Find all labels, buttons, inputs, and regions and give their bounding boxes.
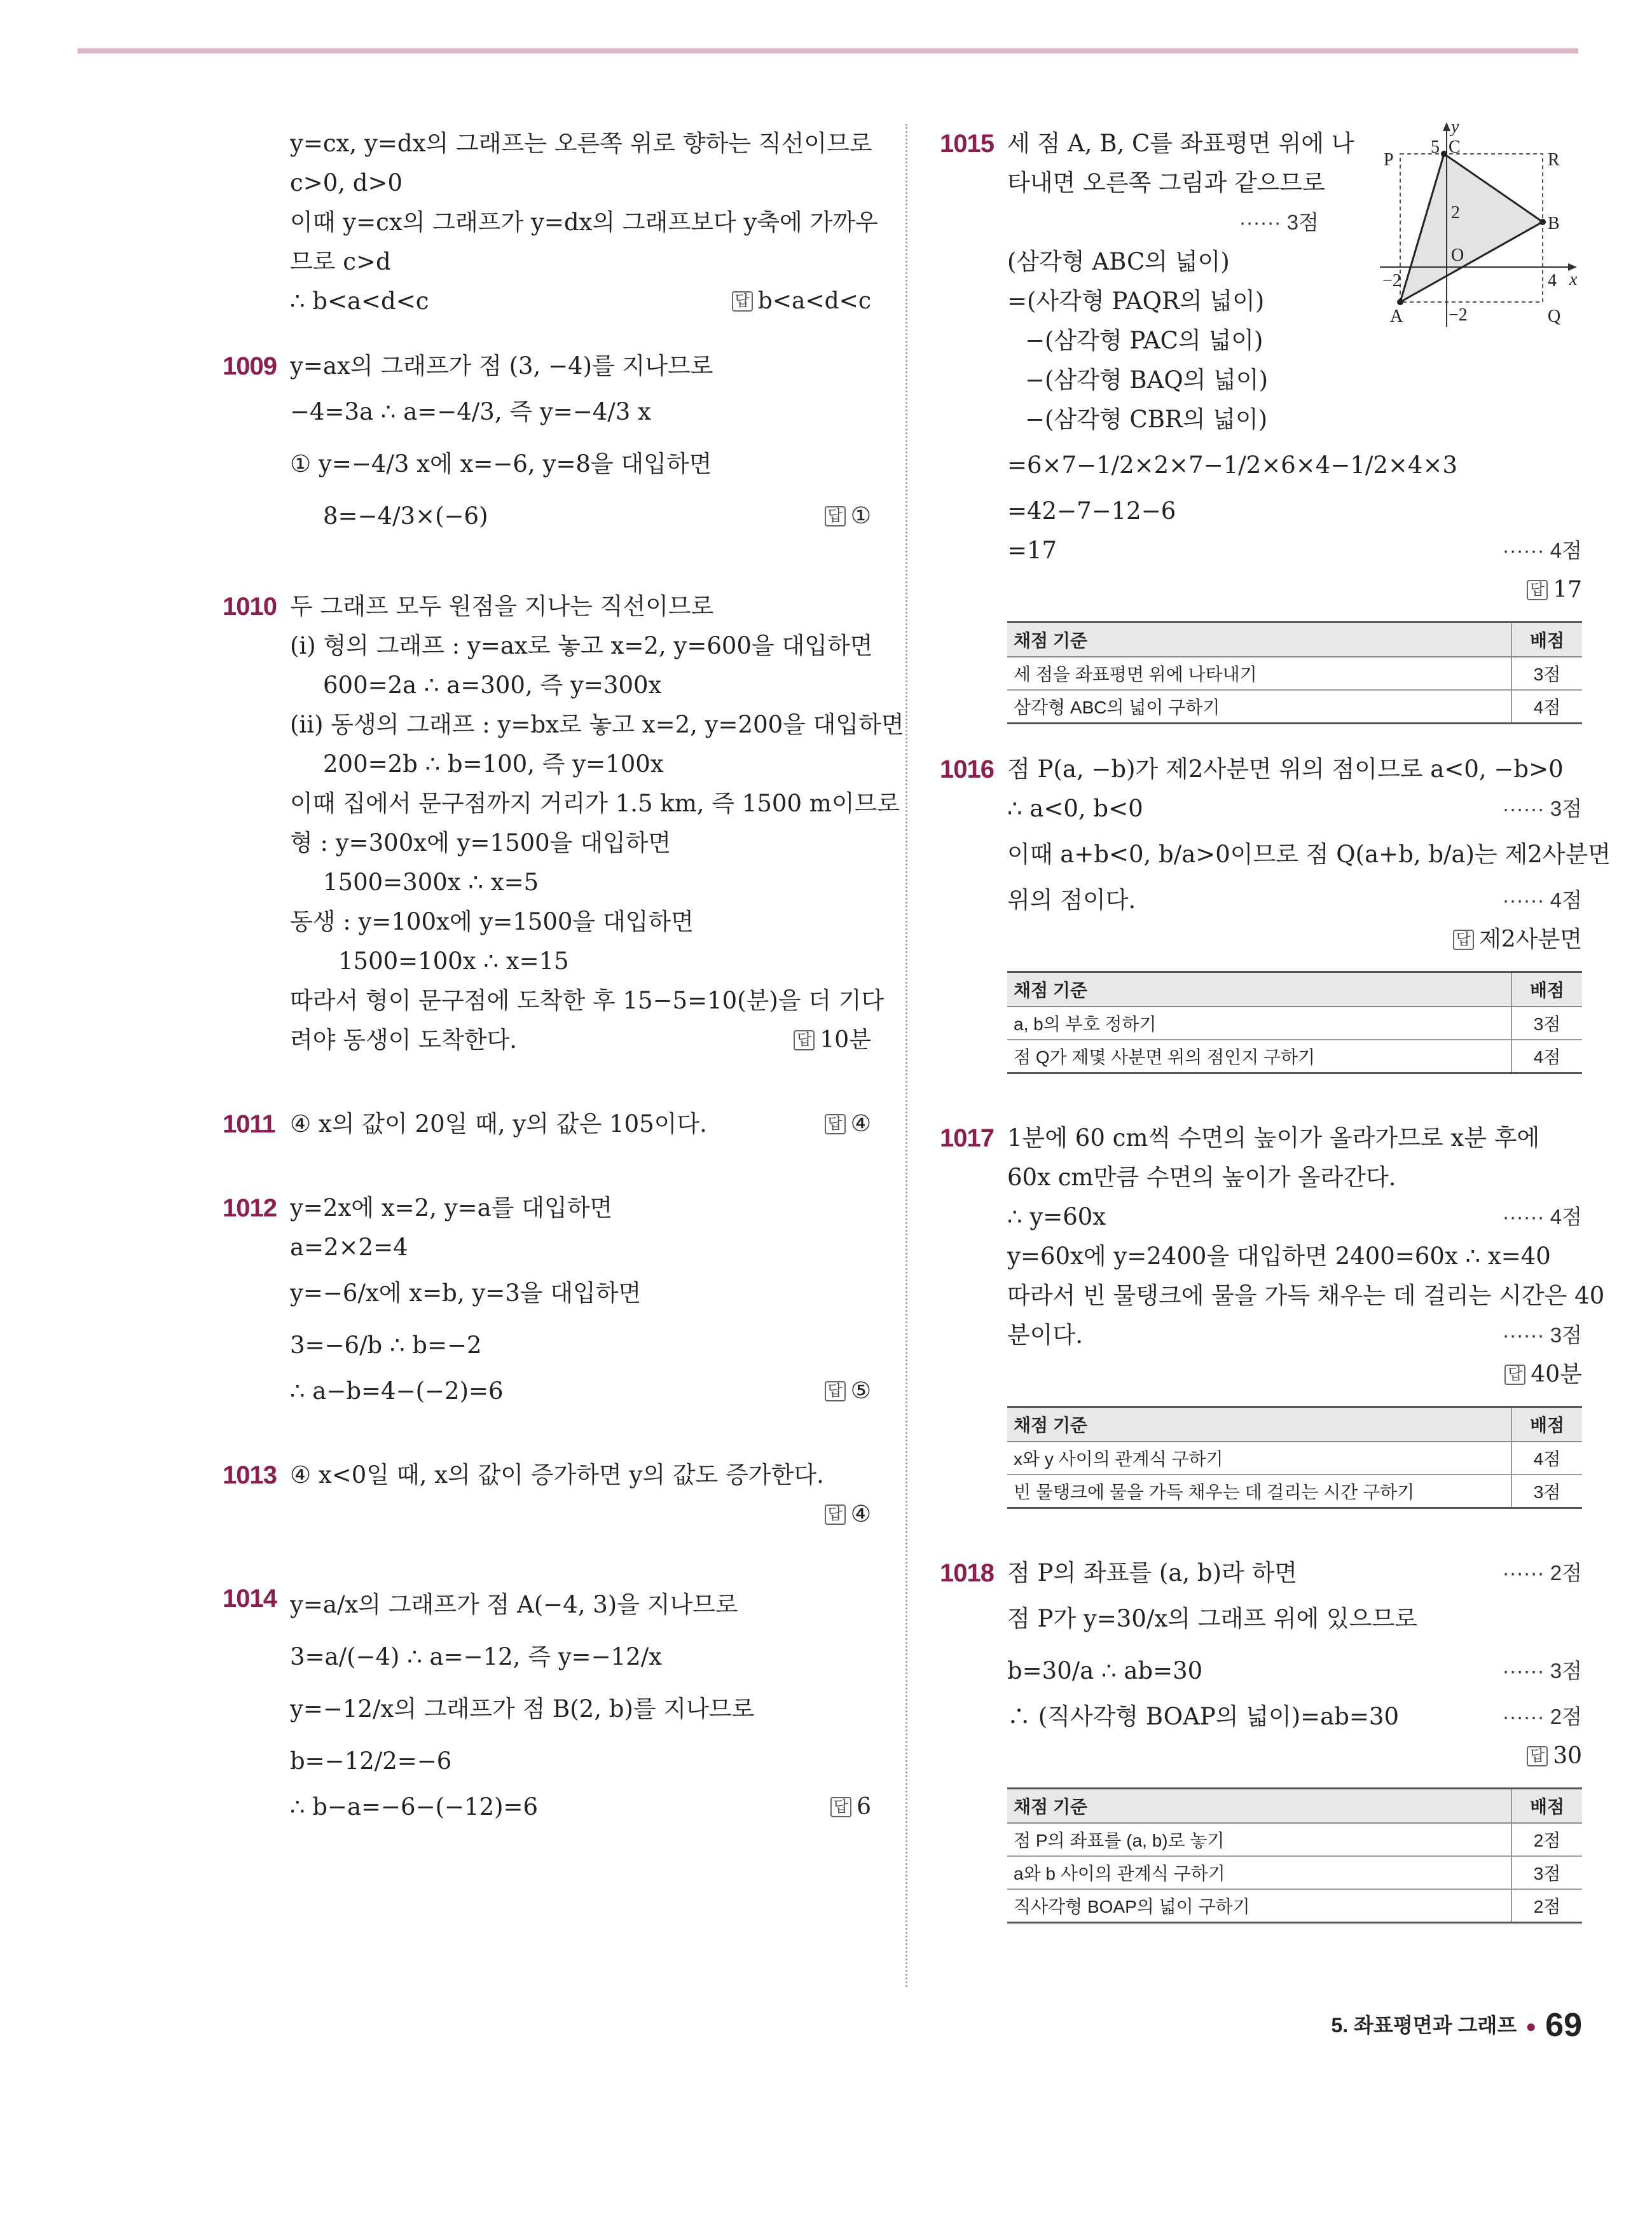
- figure-label-p: P: [1384, 150, 1394, 170]
- figure-label-x: x: [1569, 270, 1578, 289]
- text-line: 600=2a ∴ a=300, 즉 y=300x: [323, 671, 662, 699]
- table-cell: 3점: [1511, 1856, 1582, 1889]
- answer: [1504, 1355, 1582, 1394]
- text-line: =6×7−1/2×2×7−1/2×6×4−1/2×4×3: [1007, 451, 1457, 479]
- text-line: [290, 1495, 871, 1534]
- figure-label-2: 2: [1451, 203, 1460, 223]
- score-note: ······ 3점: [1502, 797, 1582, 820]
- table-row: [1007, 1889, 1582, 1923]
- text-line: [1007, 881, 1582, 920]
- answer: [1453, 920, 1582, 960]
- column-divider: [905, 124, 907, 1987]
- text-line: 1500=300x ∴ x=5: [323, 869, 539, 896]
- figure-label-b: B: [1548, 214, 1560, 233]
- text-line: ∴ b<a<d<c: [290, 287, 429, 315]
- problem-number: 1011: [223, 1110, 275, 1138]
- problem-1010: [223, 587, 904, 1060]
- text-line: b=−12/2=−6: [290, 1747, 452, 1775]
- text-line: ④ x의 값이 20일 때, y의 값은 105이다.: [290, 1110, 707, 1138]
- text-line: [290, 282, 871, 321]
- text-line: y=−6/x에 x=b, y=3을 대입하면: [290, 1279, 642, 1307]
- text-line: [1007, 1645, 1582, 1697]
- answer-badge-icon: 답: [825, 1381, 846, 1401]
- figure-label-neg2: −2: [1382, 271, 1401, 291]
- problem-1015: [940, 124, 1582, 724]
- problem-1011: [223, 1105, 871, 1144]
- scoring-table: [1007, 621, 1582, 724]
- answer-badge-icon: 답: [825, 1504, 846, 1525]
- text-line: 이때 a+b<0, b/a>0이므로 점 Q(a+b, b/a)는 제2사분면: [1007, 841, 1611, 868]
- scoring-table: [1007, 1787, 1582, 1924]
- answer-value: 17: [1553, 577, 1582, 603]
- text-line: 3=−6/b ∴ b=−2: [290, 1332, 482, 1359]
- answer-badge-icon: 답: [825, 506, 846, 527]
- text-line: 3=a/(−4) ∴ a=−12, 즉 y=−12/x: [290, 1643, 663, 1670]
- answer: [794, 1021, 871, 1060]
- problem-number: 1017: [940, 1124, 994, 1152]
- problem-number: 1012: [223, 1194, 277, 1222]
- text-line: =42−7−12−6: [1007, 497, 1176, 525]
- text-line: 1500=100x ∴ x=15: [338, 947, 569, 975]
- answer-value: 10분: [820, 1027, 871, 1053]
- figure-label-q: Q: [1548, 306, 1561, 326]
- table-cell: 2점: [1511, 1823, 1582, 1856]
- text-line: 타내면 오른쪽 그림과 같으므로: [1007, 169, 1325, 196]
- answer-value: ④: [850, 1111, 871, 1137]
- answer-badge-icon: 답: [732, 291, 753, 312]
- figure-label-a: A: [1390, 306, 1403, 326]
- table-row: [1007, 1475, 1582, 1508]
- text-line: 따라서 빈 물탱크에 물을 가득 채우는 데 걸리는 시간은 40: [1007, 1282, 1605, 1309]
- table-cell: 4점: [1511, 1040, 1582, 1073]
- text-line: 이때 y=cx의 그래프가 y=dx의 그래프보다 y축에 가까우: [290, 209, 878, 236]
- figure-label-r: R: [1548, 150, 1560, 170]
- text-line: y=−12/x의 그래프가 점 B(2, b)를 지나므로: [290, 1695, 755, 1723]
- text-line: −(삼각형 PAC의 넓이): [1025, 327, 1263, 354]
- table-cell: 세 점을 좌표평면 위에 나타내기: [1007, 657, 1511, 690]
- text-line: 형 : y=300x에 y=1500을 대입하면: [290, 829, 671, 857]
- table-header: 채점 기준: [1007, 623, 1511, 657]
- score-note: ······ 3점: [1502, 1323, 1582, 1347]
- table-cell: 3점: [1511, 1475, 1582, 1508]
- answer-value: ①: [850, 503, 871, 529]
- answer-value: 40분: [1531, 1361, 1582, 1387]
- text-line: c>0, d>0: [290, 169, 403, 196]
- text-line: [1007, 570, 1582, 610]
- table-cell: 4점: [1511, 690, 1582, 724]
- page-footer: [1331, 2006, 1582, 2044]
- table-cell: x와 y 사이의 관계식 구하기: [1007, 1442, 1511, 1475]
- scoring-table: [1007, 1406, 1582, 1509]
- table-cell: 직사각형 BOAP의 넓이 구하기: [1007, 1889, 1511, 1923]
- answer-value: ⑤: [850, 1378, 871, 1404]
- table-cell: 삼각형 ABC의 넓이 구하기: [1007, 690, 1511, 724]
- answer-badge-icon: 답: [794, 1030, 815, 1050]
- left-column: [223, 124, 904, 1827]
- problem-1009: [223, 347, 871, 542]
- text-line: [1007, 1553, 1582, 1593]
- text-line: [1007, 1737, 1582, 1776]
- text-line: =(사각형 PAQR의 넓이): [1007, 287, 1265, 315]
- text-line: 점 P(a, −b)가 제2사분면 위의 점이므로 a<0, −b>0: [1007, 755, 1564, 783]
- problem-1008-continuation: [223, 124, 878, 321]
- answer-value: 6: [857, 1794, 871, 1820]
- figure-label-c: C: [1449, 137, 1461, 157]
- figure-label-5: 5: [1431, 137, 1440, 157]
- table-row: [1007, 1823, 1582, 1856]
- table-header: 채점 기준: [1007, 972, 1511, 1007]
- answer-value: ④: [850, 1501, 871, 1527]
- text-line: 200=2b ∴ b=100, 즉 y=100x: [323, 750, 664, 778]
- figure-label-o: O: [1451, 245, 1464, 265]
- text-line: (ⅰ) 형의 그래프 : y=ax로 놓고 x=2, y=600을 대입하면: [290, 632, 873, 659]
- text-line: 따라서 형이 문구점에 도착한 후 15−5=10(분)을 더 기다: [290, 987, 885, 1014]
- table-header: 배점: [1511, 623, 1582, 657]
- answer: [1527, 570, 1582, 610]
- answer: [1527, 1737, 1582, 1776]
- text-line: ∴ b−a=−6−(−12)=6: [290, 1793, 539, 1820]
- text-line: −(삼각형 CBR의 넓이): [1025, 406, 1268, 433]
- table-header: 채점 기준: [1007, 1407, 1511, 1442]
- table-header: 배점: [1511, 972, 1582, 1007]
- table-row: [1007, 1007, 1582, 1040]
- section-title: 5. 좌표평면과 그래프: [1331, 2014, 1517, 2037]
- table-row: [1007, 1442, 1582, 1475]
- text-line: a=2×2=4: [290, 1234, 408, 1261]
- answer-value: b<a<d<c: [757, 288, 871, 314]
- table-cell: 빈 물탱크에 물을 가득 채우는 데 걸리는 시간 구하기: [1007, 1475, 1511, 1508]
- text-line: [1007, 1697, 1582, 1737]
- answer: [825, 1495, 871, 1534]
- figure-label-y: y: [1451, 120, 1459, 137]
- table-header: 채점 기준: [1007, 1789, 1511, 1824]
- text-line: ∴ a−b=4−(−2)=6: [290, 1377, 504, 1405]
- text-line: 60x cm만큼 수면의 높이가 올라간다.: [1007, 1164, 1396, 1191]
- text-line: 점 P가 y=30/x의 그래프 위에 있으므로: [1007, 1605, 1417, 1632]
- text-line: ∴ a<0, b<0: [1007, 795, 1143, 822]
- problem-1013: [223, 1456, 871, 1534]
- problem-1017: [940, 1118, 1605, 1509]
- answer-badge-icon: 답: [1527, 1746, 1548, 1766]
- table-header: 배점: [1511, 1407, 1582, 1442]
- answer: [732, 282, 871, 321]
- figure-label-neg2-y: −2: [1449, 305, 1468, 325]
- text-line: ∴ (직사각형 BOAP의 넓이)=ab=30: [1007, 1703, 1400, 1730]
- text-line: [290, 1021, 871, 1060]
- table-row: [1007, 1856, 1582, 1889]
- table-cell: 4점: [1511, 1442, 1582, 1475]
- table-header: 배점: [1511, 1789, 1582, 1824]
- text-line: [1007, 1197, 1582, 1237]
- figure-label-4: 4: [1548, 271, 1557, 291]
- text-line: 세 점 A, B, C를 좌표평면 위에 나: [1007, 130, 1354, 157]
- text-line: 려야 동생이 도착한다.: [290, 1026, 517, 1054]
- text-line: y=cx, y=dx의 그래프는 오른쪽 위로 향하는 직선이므로: [290, 130, 872, 157]
- table-row: [1007, 1040, 1582, 1073]
- scoring-table: [1007, 971, 1582, 1074]
- answer-badge-icon: 답: [1453, 930, 1474, 950]
- answer-badge-icon: 답: [830, 1797, 851, 1817]
- text-line: 8=−4/3×(−6): [323, 502, 488, 530]
- text-line: y=60x에 y=2400을 대입하면 2400=60x ∴ x=40: [1007, 1242, 1551, 1270]
- right-column: [940, 124, 1611, 1924]
- text-line: ∴ y=60x: [1007, 1203, 1106, 1230]
- answer-badge-icon: 답: [825, 1114, 846, 1134]
- answer: [825, 1372, 871, 1411]
- problem-1018: [940, 1553, 1582, 1924]
- problem-number: 1014: [223, 1585, 277, 1613]
- top-rule: [78, 48, 1578, 53]
- text-line: y=a/x의 그래프가 점 A(−4, 3)을 지나므로: [290, 1591, 738, 1618]
- table-cell: 점 P의 좌표를 (a, b)로 놓기: [1007, 1823, 1511, 1856]
- answer: [825, 1105, 871, 1144]
- problem-number: 1016: [940, 755, 994, 783]
- text-line: [1007, 531, 1582, 570]
- text-line: [1007, 203, 1319, 242]
- table-row: [1007, 690, 1582, 724]
- text-line: (삼각형 ABC의 넓이): [1007, 248, 1230, 275]
- table-cell: a와 b 사이의 관계식 구하기: [1007, 1856, 1511, 1889]
- page-number: 69: [1545, 2007, 1582, 2044]
- table-cell: 점 Q가 제몇 사분면 위의 점인지 구하기: [1007, 1040, 1511, 1073]
- text-line: 동생 : y=100x에 y=1500을 대입하면: [290, 908, 694, 935]
- table-row: [1007, 657, 1582, 690]
- table-cell: 3점: [1511, 1007, 1582, 1040]
- text-line: −(삼각형 BAQ의 넓이): [1025, 366, 1269, 394]
- text-line: ④ x<0일 때, x의 값이 증가하면 y의 값도 증가한다.: [290, 1461, 824, 1489]
- text-line: [290, 1372, 871, 1411]
- text-line: ① y=−4/3 x에 x=−6, y=8을 대입하면: [290, 450, 712, 478]
- problem-1016: [940, 750, 1611, 1074]
- table-cell: 2점: [1511, 1889, 1582, 1923]
- text-line: 분이다.: [1007, 1321, 1083, 1349]
- answer-value: 제2사분면: [1478, 926, 1582, 953]
- answer-value: 30: [1553, 1743, 1582, 1769]
- text-line: [290, 490, 871, 542]
- problem-number: 1010: [223, 593, 277, 621]
- text-line: y=2x에 x=2, y=a를 대입하면: [290, 1194, 613, 1222]
- table-cell: 3점: [1511, 657, 1582, 690]
- problem-1014: [223, 1579, 871, 1827]
- text-line: [1007, 920, 1582, 960]
- bullet-icon: ●: [1525, 2016, 1537, 2036]
- text-line: [290, 1105, 871, 1144]
- text-line: [1007, 1355, 1582, 1394]
- score-note: ······ 2점: [1502, 1705, 1582, 1728]
- answer: [830, 1787, 871, 1827]
- text-line: 1분에 60 cm씩 수면의 높이가 올라가므로 x분 후에: [1007, 1124, 1540, 1152]
- text-line: =17: [1007, 537, 1057, 564]
- score-note: ······ 4점: [1502, 1205, 1582, 1229]
- text-line: b=30/a ∴ ab=30: [1007, 1657, 1203, 1684]
- answer: [825, 490, 871, 542]
- score-note: ······ 3점: [1502, 1659, 1582, 1683]
- score-note: ······ 4점: [1502, 888, 1582, 912]
- text-line: y=ax의 그래프가 점 (3, −4)를 지나므로: [290, 352, 713, 380]
- text-line: 점 P의 좌표를 (a, b)라 하면: [1007, 1559, 1298, 1586]
- text-line: [1007, 789, 1582, 829]
- score-note: ······ 3점: [1239, 210, 1319, 234]
- text-line: (ⅱ) 동생의 그래프 : y=bx로 놓고 x=2, y=200을 대입하면: [290, 711, 904, 738]
- problem-number: 1018: [940, 1559, 994, 1587]
- text-line: 므로 c>d: [290, 248, 391, 275]
- problem-1012: [223, 1188, 871, 1411]
- problem-number: 1009: [223, 352, 277, 380]
- score-note: ······ 2점: [1502, 1561, 1582, 1585]
- problem-number: 1015: [940, 130, 994, 158]
- text-line: 두 그래프 모두 원점을 지나는 직선이므로: [290, 593, 714, 620]
- text-line: −4=3a ∴ a=−4/3, 즉 y=−4/3 x: [290, 398, 651, 425]
- text-line: [290, 1787, 871, 1827]
- score-note: ······ 4점: [1502, 539, 1582, 562]
- answer-badge-icon: 답: [1527, 580, 1548, 600]
- answer-badge-icon: 답: [1504, 1365, 1525, 1385]
- text-line: 이때 집에서 문구점까지 거리가 1.5 km, 즉 1500 m이므로: [290, 790, 900, 817]
- text-line: [1007, 1316, 1582, 1355]
- table-cell: a, b의 부호 정하기: [1007, 1007, 1511, 1040]
- problem-number: 1013: [223, 1461, 277, 1489]
- text-line: 위의 점이다.: [1007, 886, 1136, 914]
